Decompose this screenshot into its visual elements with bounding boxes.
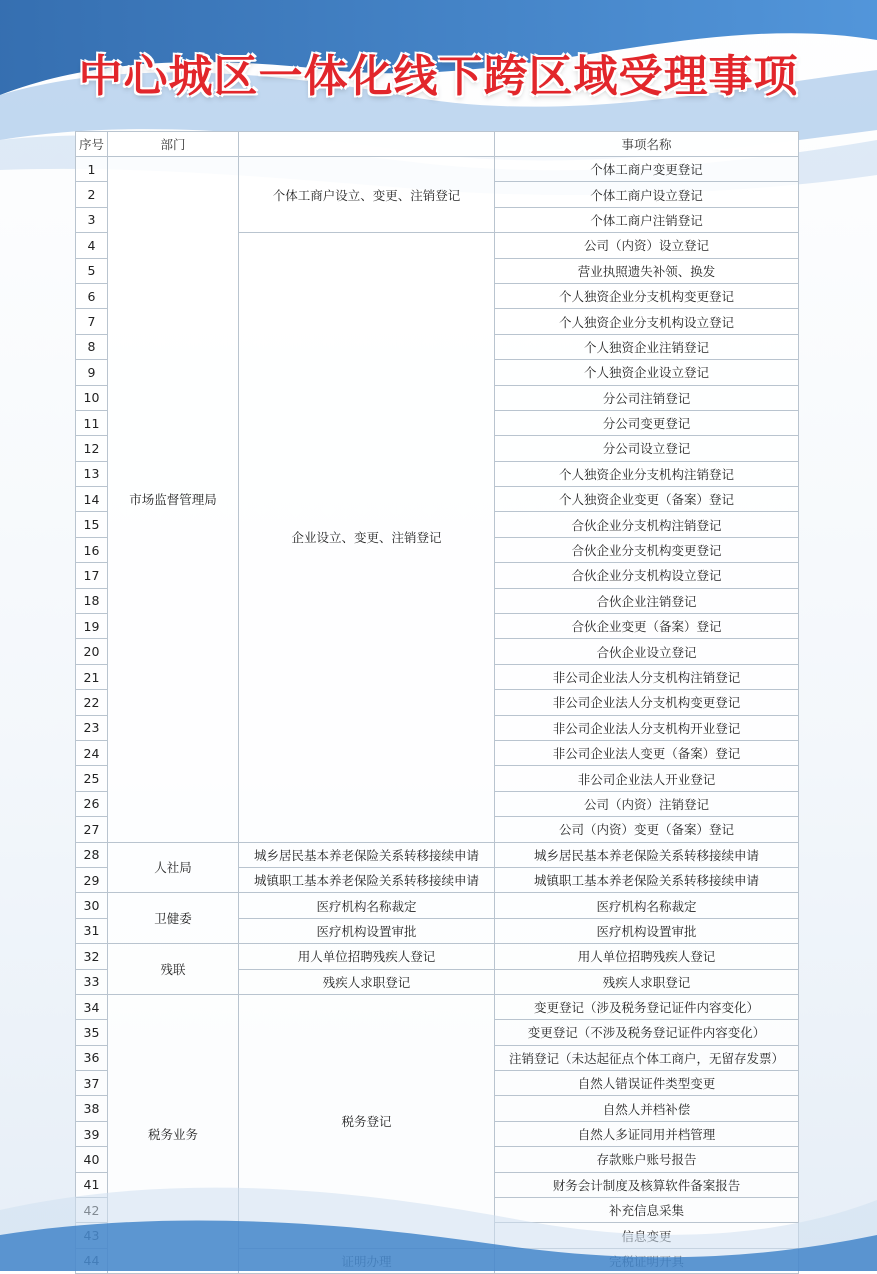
item-cell: 医疗机构名称裁定: [495, 893, 799, 918]
row-num: 38: [76, 1096, 108, 1121]
row-num: 41: [76, 1172, 108, 1197]
item-cell: 个体工商户注销登记: [495, 207, 799, 232]
item-cell: 用人单位招聘残疾人登记: [495, 944, 799, 969]
item-cell: 合伙企业分支机构变更登记: [495, 537, 799, 562]
row-num: 27: [76, 817, 108, 842]
item-cell: 存款账户账号报告: [495, 1147, 799, 1172]
item-cell: 公司（内资）注销登记: [495, 791, 799, 816]
item-cell: 合伙企业分支机构注销登记: [495, 512, 799, 537]
header-category: [239, 132, 495, 157]
table-row: [76, 994, 799, 1019]
dept-cell: 市场监督管理局: [108, 157, 239, 843]
item-cell: 合伙企业设立登记: [495, 639, 799, 664]
item-cell: 个人独资企业分支机构设立登记: [495, 309, 799, 334]
row-num: 35: [76, 1020, 108, 1045]
category-cell: 用人单位招聘残疾人登记: [239, 944, 495, 969]
item-cell: 自然人多证同用并档管理: [495, 1121, 799, 1146]
category-cell: 医疗机构设置审批: [239, 918, 495, 943]
item-cell: 变更登记（不涉及税务登记证件内容变化）: [495, 1020, 799, 1045]
item-cell: 分公司注销登记: [495, 385, 799, 410]
row-num: 24: [76, 740, 108, 765]
category-cell: 税务登记: [239, 994, 495, 1248]
item-cell: 分公司变更登记: [495, 410, 799, 435]
dept-cell: 卫健委: [108, 893, 239, 944]
row-num: 13: [76, 461, 108, 486]
dept-cell: 残联: [108, 944, 239, 995]
item-cell: 合伙企业变更（备案）登记: [495, 614, 799, 639]
item-cell: 个人独资企业设立登记: [495, 360, 799, 385]
item-cell: 注销登记（未达起征点个体工商户，无留存发票）: [495, 1045, 799, 1070]
row-num: 22: [76, 690, 108, 715]
row-num: 12: [76, 436, 108, 461]
row-num: 20: [76, 639, 108, 664]
item-cell: 自然人错误证件类型变更: [495, 1071, 799, 1096]
row-num: 10: [76, 385, 108, 410]
row-num: 21: [76, 664, 108, 689]
item-cell: 非公司企业法人变更（备案）登记: [495, 740, 799, 765]
category-cell: 医疗机构名称裁定: [239, 893, 495, 918]
item-cell: 个人独资企业变更（备案）登记: [495, 487, 799, 512]
item-cell: 个体工商户变更登记: [495, 157, 799, 182]
row-num: 37: [76, 1071, 108, 1096]
dept-cell: 税务业务: [108, 994, 239, 1273]
item-cell: 非公司企业法人分支机构开业登记: [495, 715, 799, 740]
table-row: [76, 944, 799, 969]
row-num: 40: [76, 1147, 108, 1172]
item-cell: 变更登记（涉及税务登记证件内容变化）: [495, 994, 799, 1019]
row-num: 26: [76, 791, 108, 816]
page-title: 中心城区一体化线下跨区域受理事项: [78, 51, 799, 102]
item-cell: 残疾人求职登记: [495, 969, 799, 994]
item-cell: 合伙企业分支机构设立登记: [495, 563, 799, 588]
row-num: 6: [76, 283, 108, 308]
row-num: 34: [76, 994, 108, 1019]
item-cell: 个人独资企业分支机构变更登记: [495, 283, 799, 308]
row-num: 17: [76, 563, 108, 588]
row-num: 1: [76, 157, 108, 182]
row-num: 19: [76, 614, 108, 639]
row-num: 4: [76, 233, 108, 258]
row-num: 28: [76, 842, 108, 867]
table-row: [76, 842, 799, 867]
table-header-row: [76, 132, 799, 157]
row-num: 9: [76, 360, 108, 385]
item-cell: 个体工商户设立登记: [495, 182, 799, 207]
row-num: 31: [76, 918, 108, 943]
header-item: 事项名称: [495, 132, 799, 157]
item-cell: 自然人并档补偿: [495, 1096, 799, 1121]
item-cell: 分公司设立登记: [495, 436, 799, 461]
row-num: 14: [76, 487, 108, 512]
item-cell: 非公司企业法人开业登记: [495, 766, 799, 791]
item-cell: 营业执照遗失补领、换发: [495, 258, 799, 283]
item-cell: 公司（内资）变更（备案）登记: [495, 817, 799, 842]
row-num: 16: [76, 537, 108, 562]
row-num: 11: [76, 410, 108, 435]
table-row: [76, 157, 799, 182]
table-row: [76, 893, 799, 918]
item-cell: 财务会计制度及核算软件备案报告: [495, 1172, 799, 1197]
row-num: 5: [76, 258, 108, 283]
dept-cell: 人社局: [108, 842, 239, 893]
item-cell: 合伙企业注销登记: [495, 588, 799, 613]
row-num: 15: [76, 512, 108, 537]
item-cell: 医疗机构设置审批: [495, 918, 799, 943]
row-num: 3: [76, 207, 108, 232]
category-cell: 残疾人求职登记: [239, 969, 495, 994]
header-dept: 部门: [108, 132, 239, 157]
row-num: 23: [76, 715, 108, 740]
category-cell: 企业设立、变更、注销登记: [239, 233, 495, 842]
row-num: 30: [76, 893, 108, 918]
row-num: 32: [76, 944, 108, 969]
row-num: 18: [76, 588, 108, 613]
row-num: 25: [76, 766, 108, 791]
category-cell: 个体工商户设立、变更、注销登记: [239, 157, 495, 233]
item-cell: 城乡居民基本养老保险关系转移接续申请: [495, 842, 799, 867]
item-cell: 城镇职工基本养老保险关系转移接续申请: [495, 867, 799, 892]
row-num: 39: [76, 1121, 108, 1146]
row-num: 7: [76, 309, 108, 334]
row-num: 2: [76, 182, 108, 207]
bottom-wave-decoration: [0, 1150, 877, 1271]
item-cell: 补充信息采集: [495, 1198, 799, 1223]
item-cell: 非公司企业法人分支机构变更登记: [495, 690, 799, 715]
row-num: 36: [76, 1045, 108, 1070]
item-cell: 非公司企业法人分支机构注销登记: [495, 664, 799, 689]
item-cell: 个人独资企业注销登记: [495, 334, 799, 359]
row-num: 8: [76, 334, 108, 359]
item-cell: 个人独资企业分支机构注销登记: [495, 461, 799, 486]
row-num: 33: [76, 969, 108, 994]
header-num: 序号: [76, 132, 108, 157]
category-cell: 城乡居民基本养老保险关系转移接续申请: [239, 842, 495, 867]
row-num: 29: [76, 867, 108, 892]
category-cell: 城镇职工基本养老保险关系转移接续申请: [239, 867, 495, 892]
item-cell: 公司（内资）设立登记: [495, 233, 799, 258]
service-table: [75, 131, 799, 1274]
